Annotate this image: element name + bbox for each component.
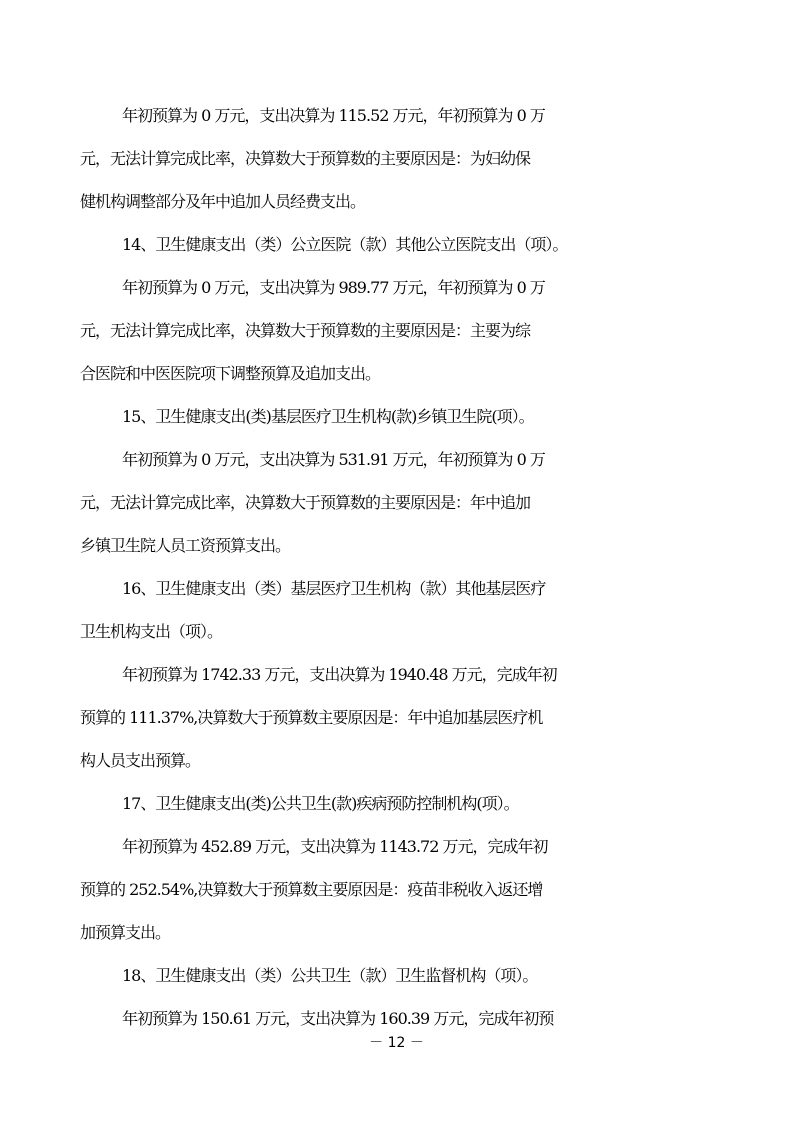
paragraph-line: 元，无法计算完成比率，决算数大于预算数的主要原因是：为妇幼保 <box>80 149 531 168</box>
paragraph-line: 加预算支出。 <box>80 923 171 942</box>
paragraph-line: 年初预算为 150.61 万元，支出决算为 160.39 万元，完成年初预 <box>122 1009 554 1028</box>
section-heading: 16、卫生健康支出（类）基层医疗卫生机构（款）其他基层医疗 <box>122 579 546 598</box>
paragraph-line: 年初预算为 452.89 万元，支出决算为 1143.72 万元，完成年初 <box>122 837 548 856</box>
section-heading-continued: 卫生机构支出（项）。 <box>80 622 223 641</box>
paragraph-line: 乡镇卫生院人员工资预算支出。 <box>80 536 291 555</box>
paragraph-line: 年初预算为 1742.33 万元，支出决算为 1940.48 万元，完成年初 <box>122 665 557 684</box>
paragraph-line: 预算的 111.37%,决算数大于预算数主要原因是：年中追加基层医疗机 <box>80 708 543 727</box>
paragraph-line: 元，无法计算完成比率，决算数大于预算数的主要原因是：年中追加 <box>80 493 531 512</box>
section-heading: 15、卫生健康支出(类)基层医疗卫生机构(款)乡镇卫生院(项）。 <box>122 407 534 426</box>
paragraph-line: 预算的 252.54%,决算数大于预算数主要原因是：疫苗非税收入返还增 <box>80 880 543 899</box>
paragraph-line: 元，无法计算完成比率，决算数大于预算数的主要原因是：主要为综 <box>80 321 531 340</box>
section-heading: 17、卫生健康支出(类)公共卫生(款)疾病预防控制机构(项）。 <box>122 794 519 813</box>
page-number: － 12 － <box>369 1035 424 1051</box>
paragraph-line: 合医院和中医医院项下调整预算及追加支出。 <box>80 364 381 383</box>
section-heading: 18、卫生健康支出（类）公共卫生（款）卫生监督机构（项）。 <box>122 966 538 985</box>
paragraph-line: 年初预算为 0 万元，支出决算为 989.77 万元，年初预算为 0 万 <box>122 278 545 297</box>
paragraph-line: 构人员支出预算。 <box>80 751 201 770</box>
section-heading: 14、卫生健康支出（类）公立医院（款）其他公立医院支出（项）。 <box>122 235 568 254</box>
paragraph-line: 健机构调整部分及年中追加人员经费支出。 <box>80 192 366 211</box>
paragraph-line: 年初预算为 0 万元，支出决算为 531.91 万元，年初预算为 0 万 <box>122 450 545 469</box>
paragraph-line: 年初预算为 0 万元，支出决算为 115.52 万元，年初预算为 0 万 <box>122 106 545 125</box>
